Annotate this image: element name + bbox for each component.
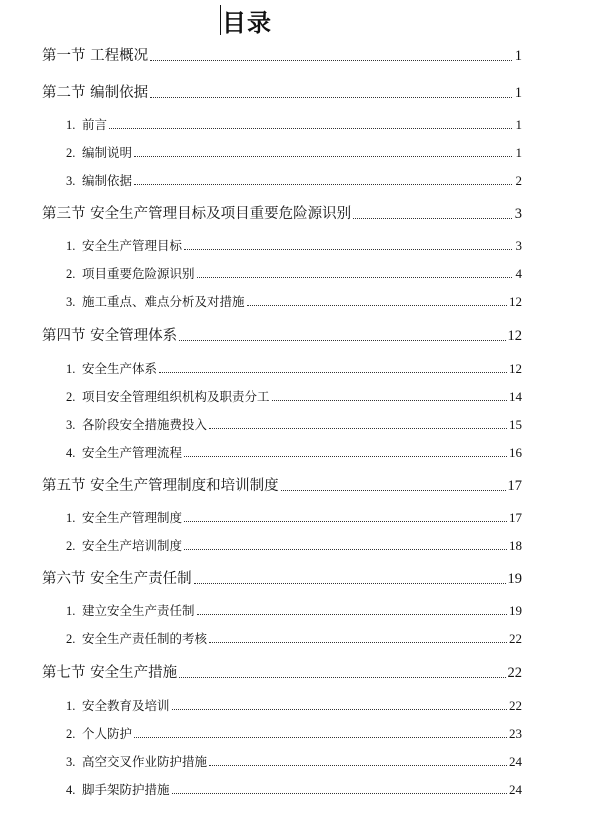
toc-page-number: 1 — [514, 48, 522, 64]
toc-entry-label: 编制说明 — [82, 145, 133, 160]
toc-page-number: 19 — [507, 571, 522, 587]
dot-leader — [150, 97, 512, 98]
toc-entry-label: 安全生产管理制度 — [82, 510, 183, 525]
toc-entry-label: 第六节 安全生产责任制 — [42, 571, 192, 587]
toc-item-number: 4. — [66, 446, 76, 460]
toc-item-entry[interactable] — [66, 359, 522, 377]
toc-item-entry[interactable] — [66, 115, 522, 133]
toc-page-number: 22 — [507, 665, 522, 681]
dot-leader — [272, 400, 507, 401]
dot-leader — [150, 60, 512, 61]
dot-leader — [184, 249, 512, 250]
toc-entry-label: 前言 — [82, 117, 108, 132]
toc-item-number: 2. — [66, 632, 76, 646]
title-area — [0, 3, 597, 37]
toc-page-number: 18 — [509, 538, 522, 553]
dot-leader — [172, 793, 507, 794]
toc-page-number: 1 — [514, 85, 522, 101]
toc-item-entry[interactable] — [66, 508, 522, 526]
toc-page-number: 17 — [509, 510, 522, 525]
dot-leader — [179, 340, 505, 341]
toc-item-number: 3. — [66, 295, 76, 309]
toc-entry-label: 编制依据 — [82, 173, 133, 188]
toc-entry-label: 第三节 安全生产管理目标及项目重要危险源识别 — [42, 206, 352, 222]
dot-leader — [353, 218, 512, 219]
toc-item-entry[interactable] — [66, 387, 522, 405]
toc-item-entry[interactable] — [66, 629, 522, 647]
toc-item-number: 1. — [66, 118, 76, 132]
toc-page-number: 12 — [507, 328, 522, 344]
toc-page-number: 1 — [515, 145, 522, 160]
dot-leader — [184, 521, 507, 522]
toc-entry-label: 个人防护 — [82, 726, 133, 741]
toc-page-number: 12 — [509, 361, 522, 376]
toc-item-entry[interactable] — [66, 536, 522, 554]
toc-entry-label: 第一节 工程概况 — [42, 48, 149, 64]
toc-item-number: 3. — [66, 755, 76, 769]
toc-page-number: 17 — [507, 478, 522, 494]
toc-page-number: 19 — [509, 603, 522, 618]
toc-item-number: 1. — [66, 362, 76, 376]
toc-section-entry[interactable] — [42, 660, 522, 682]
toc-entry-label: 安全生产培训制度 — [82, 538, 183, 553]
toc-page-number: 22 — [509, 698, 522, 713]
toc-item-number: 2. — [66, 727, 76, 741]
dot-leader — [184, 549, 507, 550]
toc-entry-label: 安全生产体系 — [82, 361, 158, 376]
toc-entry-label: 项目安全管理组织机构及职责分工 — [82, 389, 270, 404]
toc-item-entry[interactable] — [66, 171, 522, 189]
dot-leader — [209, 765, 507, 766]
toc-entry-label: 项目重要危险源识别 — [82, 266, 195, 281]
dot-leader — [109, 128, 512, 129]
dot-leader — [134, 156, 512, 157]
toc-item-number: 3. — [66, 418, 76, 432]
toc-entry-label: 第七节 安全生产措施 — [42, 665, 178, 681]
toc-page-number: 3 — [514, 206, 522, 222]
toc-item-entry[interactable] — [66, 601, 522, 619]
dot-leader — [184, 456, 507, 457]
toc-entry-label: 各阶段安全措施费投入 — [82, 417, 208, 432]
toc-page-number: 23 — [509, 726, 522, 741]
toc-item-number: 4. — [66, 783, 76, 797]
dot-leader — [247, 305, 507, 306]
dot-leader — [194, 583, 506, 584]
dot-leader — [281, 490, 506, 491]
toc-item-entry[interactable] — [66, 264, 522, 282]
toc-section-entry[interactable] — [42, 323, 522, 345]
toc-entry-label: 脚手架防护措施 — [82, 782, 170, 797]
toc-entry-label: 第二节 编制依据 — [42, 85, 149, 101]
dot-leader — [179, 677, 505, 678]
toc-page-number: 16 — [509, 445, 522, 460]
toc-page-number: 12 — [509, 294, 522, 309]
toc-section-entry[interactable] — [42, 566, 522, 588]
dot-leader — [172, 709, 507, 710]
toc-item-number: 2. — [66, 390, 76, 404]
toc-page-number: 24 — [509, 782, 522, 797]
dot-leader — [134, 184, 512, 185]
toc-item-entry[interactable] — [66, 292, 522, 310]
toc-item-entry[interactable] — [66, 752, 522, 770]
toc-page-number: 2 — [515, 173, 522, 188]
toc-page-number: 22 — [509, 631, 522, 646]
toc-item-entry[interactable] — [66, 724, 522, 742]
toc-title: 目录 — [222, 8, 272, 37]
toc-item-entry[interactable] — [66, 443, 522, 461]
toc-section-entry[interactable] — [42, 43, 522, 65]
toc-entry-label: 安全生产管理流程 — [82, 445, 183, 460]
toc-page-number: 3 — [515, 238, 522, 253]
toc-item-number: 1. — [66, 239, 76, 253]
toc-item-number: 2. — [66, 267, 76, 281]
toc-entry-label: 安全生产责任制的考核 — [82, 631, 208, 646]
toc-entry-label: 施工重点、难点分析及对措施 — [82, 294, 245, 309]
dot-leader — [159, 372, 507, 373]
toc-page-number: 24 — [509, 754, 522, 769]
toc-item-entry[interactable] — [66, 236, 522, 254]
toc-entry-label: 第四节 安全管理体系 — [42, 328, 178, 344]
toc-item-number: 1. — [66, 511, 76, 525]
toc-item-number: 1. — [66, 604, 76, 618]
dot-leader — [209, 428, 507, 429]
toc-entry-label: 建立安全生产责任制 — [82, 603, 195, 618]
toc-entry-label: 安全教育及培训 — [82, 698, 170, 713]
toc-entry-label: 高空交叉作业防护措施 — [82, 754, 208, 769]
dot-leader — [197, 277, 512, 278]
toc-page-number: 14 — [509, 389, 522, 404]
toc-item-number: 2. — [66, 539, 76, 553]
toc-page-number: 15 — [509, 417, 522, 432]
toc-item-entry[interactable] — [66, 780, 522, 798]
dot-leader — [209, 642, 507, 643]
dot-leader — [134, 737, 507, 738]
dot-leader — [197, 614, 507, 615]
toc-item-number: 3. — [66, 174, 76, 188]
toc-page-number: 1 — [515, 117, 522, 132]
toc-page-number: 4 — [515, 266, 522, 281]
toc-entry-label: 第五节 安全生产管理制度和培训制度 — [42, 478, 279, 494]
toc-section-entry[interactable] — [42, 473, 522, 495]
toc-item-number: 2. — [66, 146, 76, 160]
toc-section-entry[interactable] — [42, 80, 522, 102]
toc-item-entry[interactable] — [66, 415, 522, 433]
text-cursor — [220, 5, 221, 35]
toc-section-entry[interactable] — [42, 201, 522, 223]
toc-item-entry[interactable] — [66, 696, 522, 714]
toc-item-number: 1. — [66, 699, 76, 713]
toc-item-entry[interactable] — [66, 143, 522, 161]
toc-entry-label: 安全生产管理目标 — [82, 238, 183, 253]
